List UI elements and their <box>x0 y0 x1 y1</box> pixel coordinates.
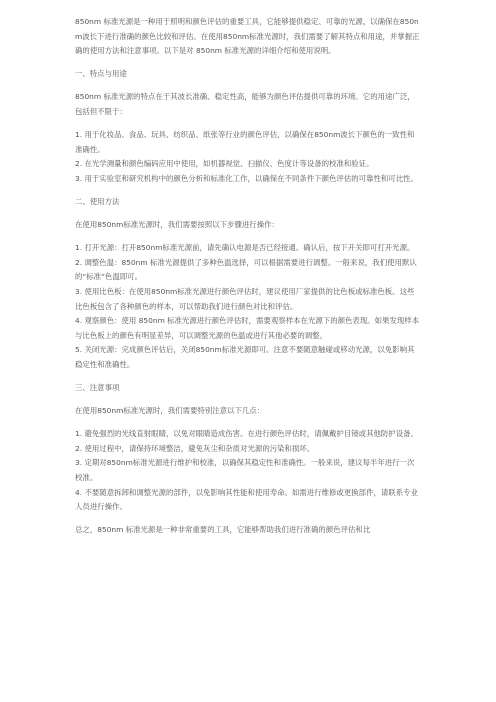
conclusion-paragraph: 总之，850nm 标准光源是一种非常重要的工具，它能够帮助我们进行准确的颜色评估和比 <box>75 525 371 535</box>
notes-lead-paragraph: 在使用850nm标准光源时，我们需要特别注意以下几点： <box>75 406 265 416</box>
usage-item-1: 1. 打开光源：打开850nm标准光源前，请先确认电源是否已经接通。确认后，按下开关即可打开光源。 <box>75 243 415 253</box>
notes-item-3: 3. 定期对850nm标准光源进行维护和校准，以确保其稳定性和准确性。一般来说，建议每半年进行一次校准。 <box>75 458 415 482</box>
section-heading-notes: 三、注意事项 <box>75 382 120 392</box>
section-heading-usage: 二、使用方法 <box>75 196 120 206</box>
features-lead-paragraph: 850nm 标准光源的特点在于其波长准确、稳定性高，能够为颜色评估提供可靠的环境。它的用途广泛，包括但不限于： <box>75 92 415 116</box>
notes-item-4: 4. 不要随意拆卸和调整光源的部件，以免影响其性能和使用寿命。如需进行维修或更换部件，请联系专业人员进行操作。 <box>75 487 418 512</box>
features-item-1: 1. 用于化妆品、食品、玩具、纺织品、纸张等行业的颜色评估，以确保在850nm波长下颜色的一致性和准确性。 <box>75 130 415 154</box>
intro-paragraph: 850nm 标准光源是一种用于照明和颜色评估的重要工具，它能够提供稳定、可靠的光源，以确保在850nm波长下进行准确的颜色比较和评估。在使用850nm标准光源时，我们需要了解其特点和用途，并掌握正确的使用方法和注意事项。以下是对 850nm 标准光源的详细介绍和使用说明。 <box>75 17 420 56</box>
usage-item-3: 3. 使用比色板：在使用850nm标准光源进行颜色评估时，建议使用厂家提供的比色板或标准色板。这些比色板包含了各种颜色的样本，可以帮助我们进行颜色对比和评估。 <box>75 286 415 311</box>
usage-item-5: 5. 关闭光源：完成颜色评估后，关闭850nm标准光源即可。注意不要随意触碰或移动光源，以免影响其稳定性和准确性。 <box>75 345 415 369</box>
usage-lead-paragraph: 在使用850nm标准光源时，我们需要按照以下步骤进行操作： <box>75 220 279 230</box>
features-item-2: 2. 在光学测量和颜色编码应用中使用，如机器视觉、扫描仪、色度计等设备的校准和验证。 <box>75 159 374 169</box>
notes-item-1: 1. 避免强烈的光线直射眼睛，以免对眼睛造成伤害。在进行颜色评估时，请佩戴护目镜或其他防护设备。 <box>75 429 418 439</box>
features-item-3: 3. 用于实验室和研究机构中的颜色分析和标准化工作，以确保在不同条件下颜色评估的可靠性和可比性。 <box>75 173 418 183</box>
usage-item-4: 4. 观察颜色：使用 850nm 标准光源进行颜色评估时，需要观察样本在光源下的颜色表现。如果发现样本与比色板上的颜色有明显差异，可以调整光源的色温或进行其他必要的调整。 <box>75 316 420 340</box>
document-page <box>75 15 421 538</box>
notes-item-2: 2. 使用过程中，请保持环境整洁，避免灰尘和杂质对光源的污染和损坏。 <box>75 443 315 453</box>
section-heading-features: 一、特点与用途 <box>75 69 127 79</box>
usage-item-2: 2. 调整色温：850nm 标准光源提供了多种色温选择，可以根据需要进行调整。一般来说，我们使用默认的“标准”色温即可。 <box>75 257 417 282</box>
